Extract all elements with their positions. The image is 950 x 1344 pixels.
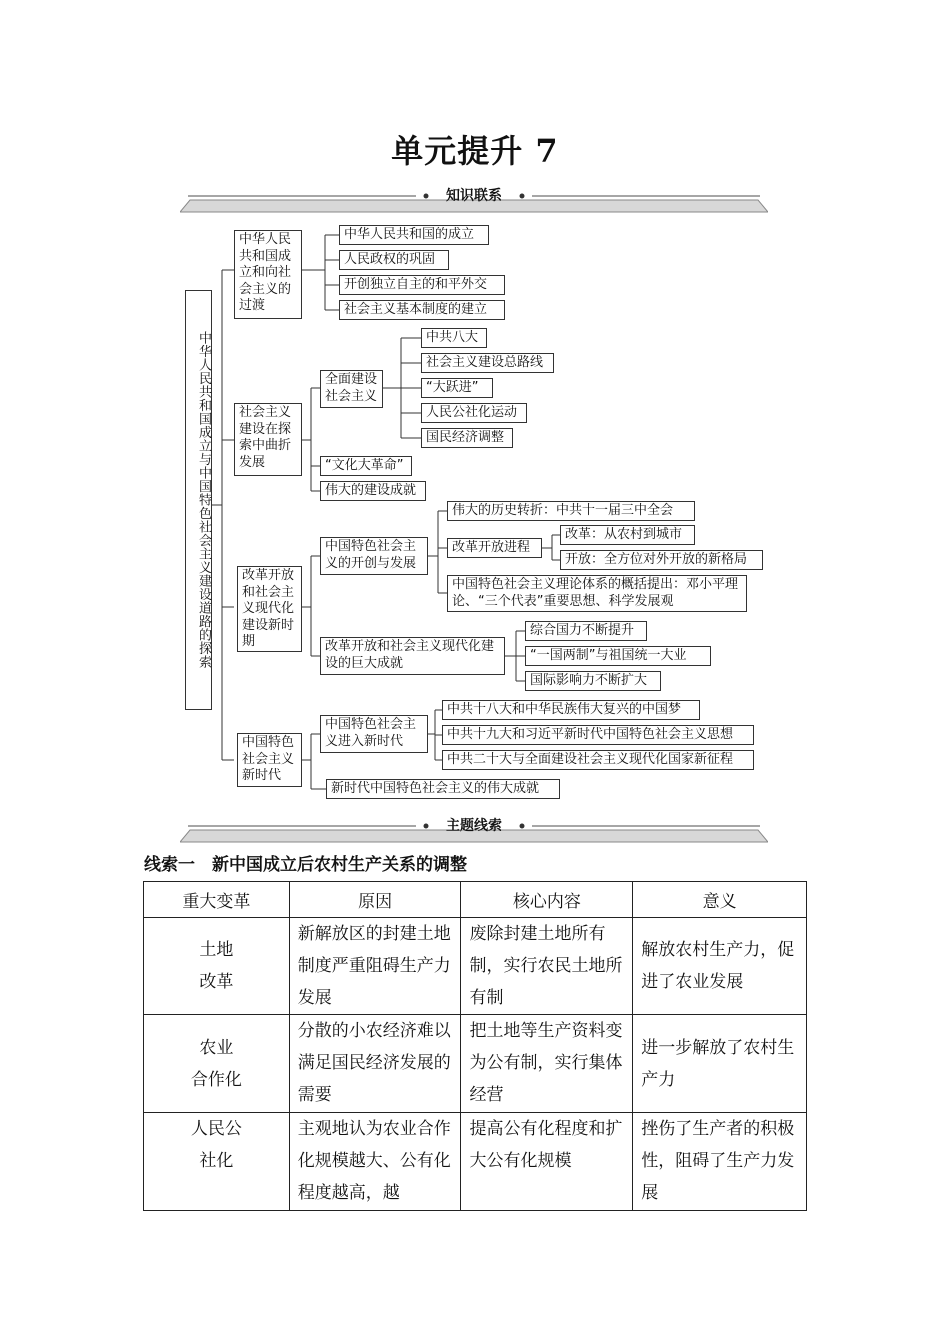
page-title: 单元提升 7 <box>391 132 559 170</box>
name-line: 土地 <box>199 940 234 960</box>
name-line: 社化 <box>199 1151 234 1171</box>
table-row <box>144 1015 807 1113</box>
theme-banner-label: 主题线索 <box>446 818 502 834</box>
sec4-item: 中共十九大和习近平新时代中国特色社会主义思想 <box>442 725 754 745</box>
sec3-item: 国际影响力不断扩大 <box>525 671 661 691</box>
table-cell-reason: 分散的小农经济难以满足国民经济发展的需要 <box>289 1015 461 1113</box>
name-line: 农业 <box>199 1037 234 1058</box>
reform-table <box>143 881 807 1211</box>
sec2-item: 中共八大 <box>421 328 487 348</box>
table-row <box>144 1113 807 1211</box>
table-header: 核心内容 <box>461 882 633 918</box>
table-cell-name <box>144 1113 290 1211</box>
table-header: 重大变革 <box>144 882 290 918</box>
sec1-item: 中华人民共和国的成立 <box>339 225 489 245</box>
sec2-item: 社会主义建设总路线 <box>421 353 554 373</box>
section-heading: 线索一 新中国成立后农村生产关系的调整 <box>144 855 467 875</box>
sec4-sub-node: 新时代中国特色社会主义的伟大成就 <box>326 779 560 799</box>
section3-node: 改革开放和社会主义现代化建设新时期 <box>237 566 302 652</box>
sec2-item: 国民经济调整 <box>421 428 513 448</box>
name-line: 合作化 <box>190 1069 242 1090</box>
sec1-item: 开创独立自主的和平外交 <box>339 275 505 295</box>
knowledge-banner <box>180 188 768 214</box>
knowledge-banner-label: 知识联系 <box>446 188 502 204</box>
section1-node: 中华人民共和国成立和向社会主义的过渡 <box>234 230 302 319</box>
table-cell-content: 把土地等生产资料变为公有制，实行集体经营 <box>461 1015 633 1113</box>
name-line: 人民公 <box>190 1119 242 1139</box>
sec3-item: 伟大的历史转折：中共十一届三中全会 <box>447 501 695 521</box>
section4-node: 中国特色社会主义新时代 <box>237 733 302 787</box>
sec2-item: “大跃进” <box>421 378 493 398</box>
sec3-item: 开放：全方位对外开放的新格局 <box>560 550 763 570</box>
sec4-sub-node: 中国特色社会主义进入新时代 <box>320 715 428 753</box>
sec1-item: 社会主义基本制度的建立 <box>339 300 505 320</box>
section2-node: 社会主义建设在探索中曲折发展 <box>234 403 302 476</box>
mindmap-root: 中华人民共和国成立与中国特色社会主义建设道路的探索 <box>185 290 212 710</box>
table-cell-meaning: 解放农村生产力，促进了农业发展 <box>633 918 807 1015</box>
sec2-sub-node: 全面建设社会主义 <box>320 370 383 408</box>
sec3-item: 改革：从农村到城市 <box>560 525 695 545</box>
sec1-item: 人民政权的巩固 <box>339 250 449 270</box>
table-header: 意义 <box>633 882 807 918</box>
table-header: 原因 <box>289 882 461 918</box>
table-cell-meaning: 进一步解放了农村生产力 <box>633 1015 807 1113</box>
name-line: 改革 <box>199 972 234 992</box>
table-cell-content: 废除封建土地所有制，实行农民土地所有制 <box>461 918 633 1015</box>
sec3-item: “一国两制”与祖国统一大业 <box>525 646 711 666</box>
table-cell-reason: 新解放区的封建土地制度严重阻碍生产力发展 <box>289 918 461 1015</box>
table-header-row <box>144 882 807 918</box>
table-row <box>144 918 807 1015</box>
table-cell-name <box>144 918 290 1015</box>
sec3-sub-node: 中国特色社会主义的开创与发展 <box>320 537 428 575</box>
sec2-item: 人民公社化运动 <box>421 403 527 423</box>
sec3-item: 综合国力不断提升 <box>525 621 647 641</box>
table-cell-name <box>144 1015 290 1113</box>
sec2-sub-node: “文化大革命” <box>320 456 412 476</box>
theme-banner <box>180 818 768 844</box>
sec3-sub-node: 改革开放和社会主义现代化建设的巨大成就 <box>320 637 505 675</box>
table-cell-content: 提高公有化程度和扩大公有化规模 <box>461 1113 633 1211</box>
sec2-sub-node: 伟大的建设成就 <box>320 481 426 501</box>
sec3-item: 中国特色社会主义理论体系的概括提出：邓小平理论、“三个代表”重要思想、科学发展观 <box>447 575 747 612</box>
sec4-item: 中共二十大与全面建设社会主义现代化国家新征程 <box>442 750 754 770</box>
sec3-item: 改革开放进程 <box>447 538 542 558</box>
table-cell-meaning: 挫伤了生产者的积极性，阻碍了生产力发展 <box>633 1113 807 1211</box>
sec4-item: 中共十八大和中华民族伟大复兴的中国梦 <box>442 700 700 720</box>
table-cell-reason: 主观地认为农业合作化规模越大、公有化程度越高，越 <box>289 1113 461 1211</box>
